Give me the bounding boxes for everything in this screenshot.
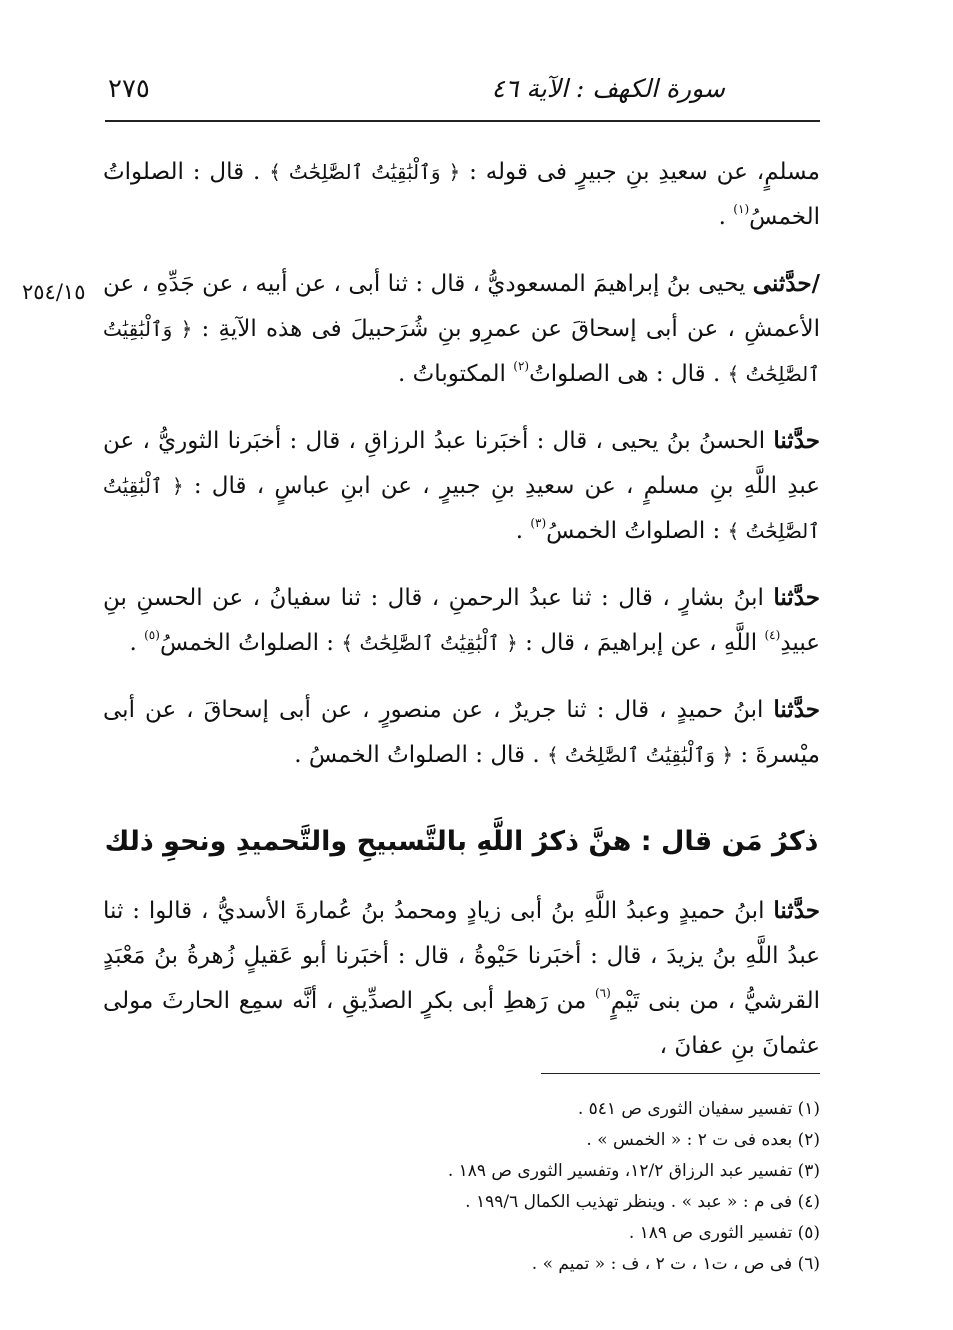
footnote: (٦) فى ص ، ت١ ، ت ٢ ، ف : « تميم » .	[531, 1254, 820, 1274]
paragraph	[103, 687, 820, 778]
text-segment: يحيى بنُ إبراهيمَ المسعوديُّ ، قال : ثنا أبى ، عن أبيه ، عن جَدِّهِ ، عن الأعمشِ ، عن أبى إسحاقَ عن عمرِو بنِ شُرَحبيلَ فى هذه الآيةِ :	[103, 271, 820, 342]
text-segment: . قال : الصلواتُ الخمسُ	[103, 159, 820, 230]
running-header	[105, 66, 820, 122]
text-segment: . قال : هى الصلواتُ	[529, 361, 728, 387]
footnote: (١) تفسير سفيان الثورى ص ٥٤١ .	[577, 1099, 820, 1119]
footnote-ref: (٣)	[530, 516, 547, 530]
quran-quote: ﴿ ٱلْبَٰقِيَٰتُ ٱلصَّٰلِحَٰتُ ﴾	[341, 631, 518, 655]
text-segment: . قال : الصلواتُ الخمسُ .	[294, 742, 547, 768]
text-segment: الحسنُ بنُ يحيى ، قال : أخبَرنا عبدُ الرزاقِ ، قال : أخبَرنا الثوريُّ ، عن عبدِ اللَّهِ بنِ مسلمٍ ، عن سعيدِ بنِ جبيرٍ ، عن ابنِ عباسٍ ، قال :	[103, 428, 820, 499]
footnote-ref: (١)	[733, 202, 750, 216]
text-segment: من رَهطِ أبى بكرٍ الصدِّيقِ ، أنَّه سمِع الحارثَ مولى عثمانَ بنِ عفانَ ،	[103, 988, 820, 1059]
text-segment: .	[718, 204, 734, 230]
text-segment: : الصلواتُ الخمسُ	[159, 630, 342, 656]
main-text-continued	[103, 888, 820, 1090]
text-segment: : الصلواتُ الخمسُ	[546, 518, 728, 544]
footnote: (٥) تفسير الثورى ص ١٨٩ .	[628, 1223, 820, 1243]
footnotes	[103, 1094, 820, 1280]
text-segment: ابنُ حميدٍ ، قال : ثنا جريرٌ ، عن منصورٍ ، عن أبى إسحاقَ ، عن أبى ميْسرةَ :	[103, 697, 820, 768]
footnote-ref: (٢)	[513, 359, 530, 373]
isnad-lead-word: /حدَّثنى	[752, 270, 820, 297]
isnad-lead-word: حدَّثنا	[773, 897, 820, 924]
footnote: (٤) فى م : « عبد » . وينظر تهذيب الكمال ١٩٩/٦ .	[465, 1192, 820, 1212]
text-segment: اللَّهِ ، عن إبراهيمَ ، قال :	[517, 630, 765, 656]
section-heading: ذكرُ مَن قال : هنَّ ذكرُ اللَّهِ بالتَّسبيحِ والتَّحميدِ ونحوِ ذلك	[104, 826, 819, 857]
quran-quote: ﴿ وَٱلْبَٰقِيَٰتُ ٱلصَّٰلِحَٰتُ ﴾	[103, 317, 820, 386]
isnad-lead-word: حدَّثنا	[773, 427, 820, 454]
footnote-ref: (٦)	[594, 986, 611, 1000]
paragraph	[103, 150, 820, 240]
text-segment: .	[515, 518, 531, 544]
page-number: ٢٧٥	[108, 74, 150, 104]
main-text	[103, 150, 820, 799]
running-title: سورة الكهف : الآية ٤٦	[491, 74, 725, 103]
text-segment: ابنُ بشارٍ ، قال : ثنا عبدُ الرحمنِ ، قال : ثنا سفيانُ ، عن الحسنِ بنِ عبيدِ	[103, 585, 820, 656]
footnote: (٣) تفسير عبد الرزاق ١٢/٢، وتفسير الثورى ص ١٨٩ .	[447, 1161, 820, 1181]
text-segment: .	[129, 630, 145, 656]
text-segment: ابنُ حميدٍ وعبدُ اللَّهِ بنُ أبى زيادٍ ومحمدُ بنُ عُمارةَ الأسديُّ ، قالوا : ثنا عبدُ اللَّهِ بنُ يزيدَ ، قال : أخبَرنا حَيْوةُ ، قال : أخبَرنا أبو عَقيلٍ زُهرةُ بنُ مَعْبَدٍ القرشيُّ ، من بنى تَيْمٍ	[103, 898, 820, 1014]
text-segment: المكتوباتُ .	[398, 361, 514, 387]
footnote-ref: (٥)	[144, 628, 160, 642]
text-segment: مسلمٍ، عن سعيدِ بنِ جبيرٍ فى قوله :	[460, 159, 820, 185]
footnote-ref: (٤)	[764, 628, 781, 642]
paragraph	[103, 261, 820, 397]
footnote: (٢) بعده فى ت ٢ : « الخمس » .	[586, 1130, 820, 1150]
quran-quote: ﴿ وَٱلْبَٰقِيَٰتُ ٱلصَّٰلِحَٰتُ ﴾	[269, 160, 461, 184]
isnad-lead-word: حدَّثنا	[773, 584, 820, 611]
isnad-lead-word: حدَّثنا	[773, 696, 820, 723]
quran-quote: ﴿ وَٱلْبَٰقِيَٰتُ ٱلصَّٰلِحَٰتُ ﴾	[546, 743, 734, 767]
margin-page-reference: ٢٥٤/١٥	[22, 280, 86, 304]
paragraph	[103, 888, 820, 1069]
paragraph	[103, 575, 820, 666]
paragraph	[103, 418, 820, 554]
quran-quote: ﴿ ٱلْبَٰقِيَٰتُ ٱلصَّٰلِحَٰتُ ﴾	[103, 474, 820, 543]
footnote-separator	[541, 1073, 820, 1074]
